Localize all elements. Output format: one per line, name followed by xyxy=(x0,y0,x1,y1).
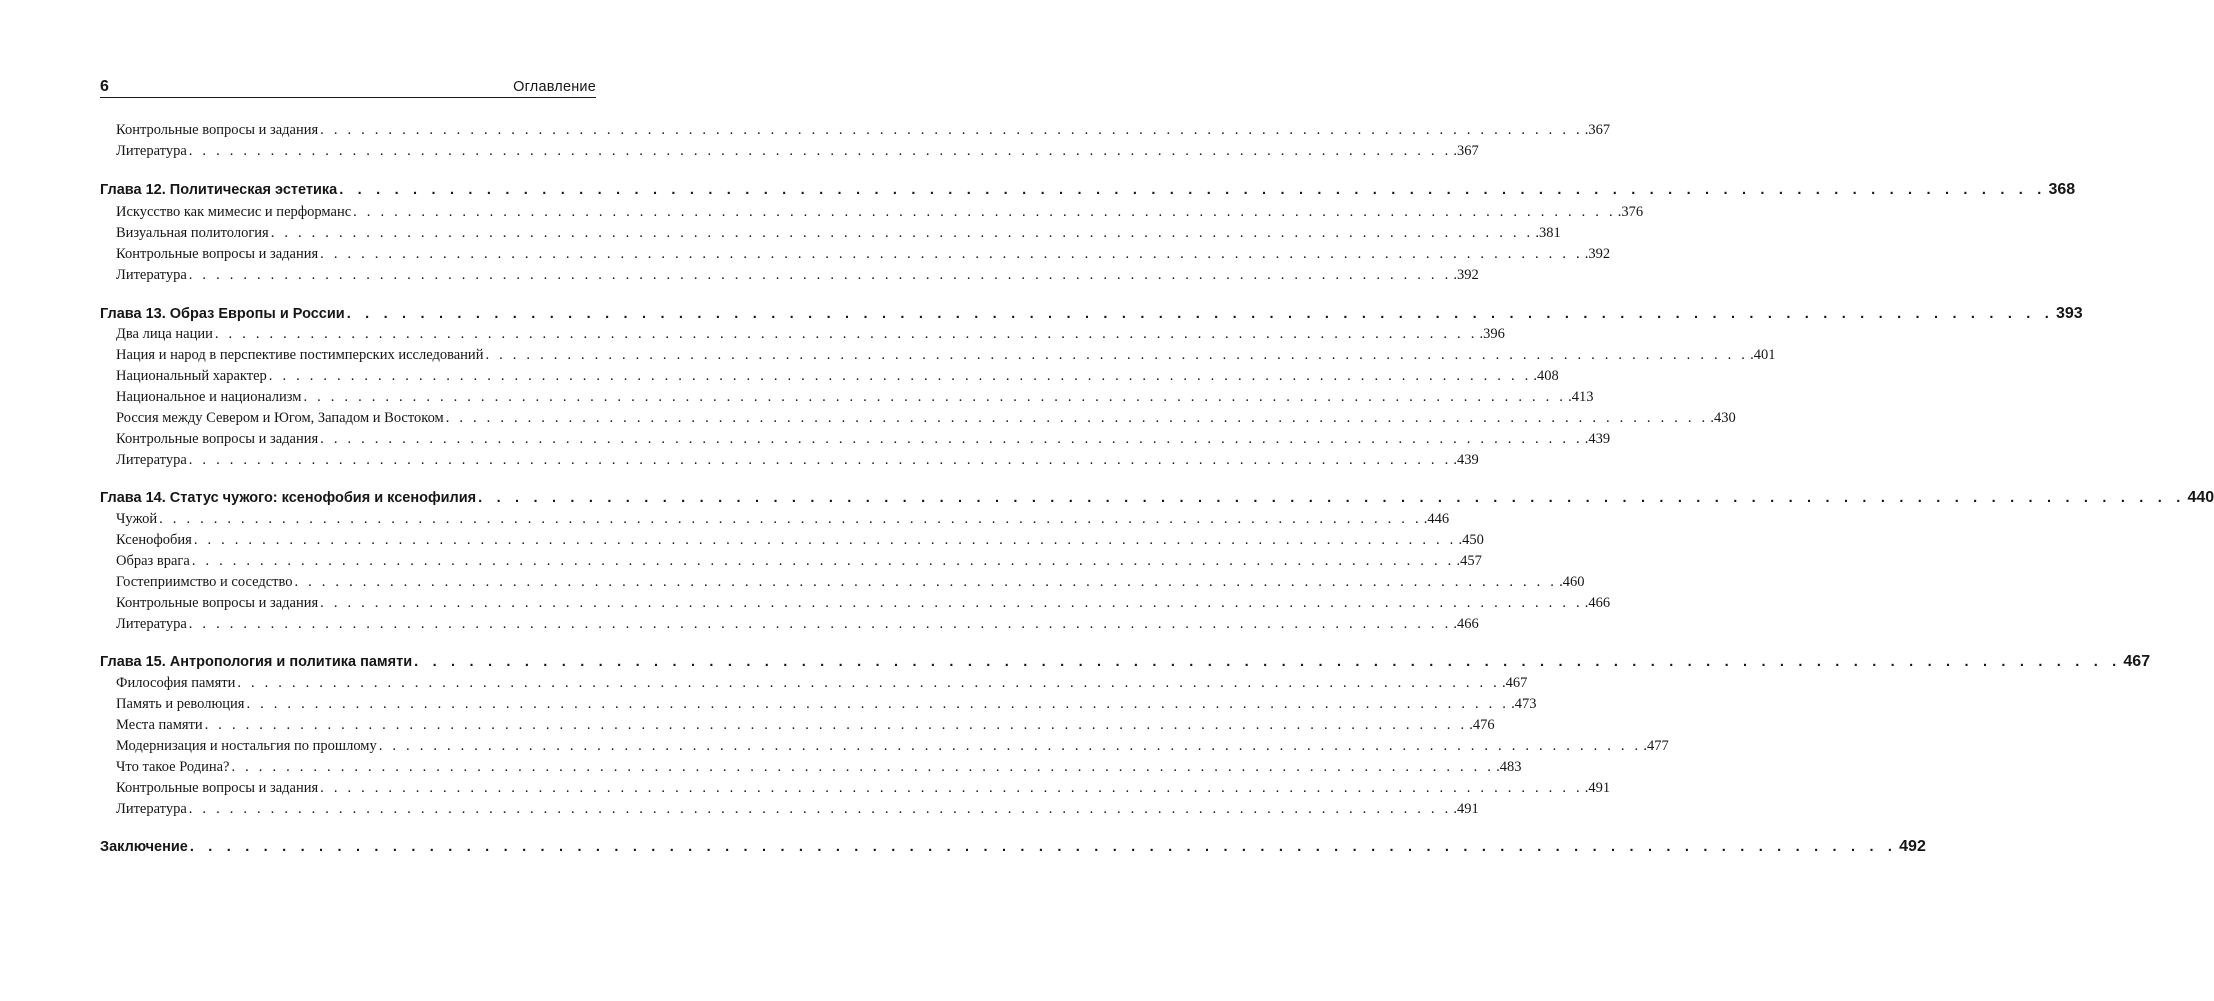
toc-entry xyxy=(116,694,1537,715)
toc-chapter-title: Заключение xyxy=(100,839,188,855)
toc-entry xyxy=(116,673,1528,694)
toc-leader-dots: . . . . . . . . . . . . . . . . . . . . . . . . . . . . . . . . . . . . . . . . . . . . . . . . . . . . . . . . . . . . . . . . . . . . . . . . . . . . . . . . . . . . . . . . . . . . . xyxy=(246,696,1510,712)
toc-leader-dots: . . . . . . . . . . . . . . . . . . . . . . . . . . . . . . . . . . . . . . . . . . . . . . . . . . . . . . . . . . . . . . . . . . . . . . . . . . . . . . . . . . . . . . . . . . . . . xyxy=(189,839,1898,855)
toc-entry-page: .473 xyxy=(1511,696,1537,712)
toc-entry xyxy=(116,509,1450,530)
toc-leader-dots: . . . . . . . . . . . . . . . . . . . . . . . . . . . . . . . . . . . . . . . . . . . . . . . . . . . . . . . . . . . . . . . . . . . . . . . . . . . . . . . . . . . . . . . . . . . . . xyxy=(320,246,1583,262)
toc-chapter xyxy=(100,487,2214,509)
toc-leader-dots: . . . . . . . . . . . . . . . . . . . . . . . . . . . . . . . . . . . . . . . . . . . . . . . . . . . . . . . . . . . . . . . . . . . . . . . . . . . . . . . . . . . . . . . . . . . . . xyxy=(270,225,1534,241)
toc-leader-dots: . . . . . . . . . . . . . . . . . . . . . . . . . . . . . . . . . . . . . . . . . . . . . . . . . . . . . . . . . . . . . . . . . . . . . . . . . . . . . . . . . . . . . . . . . . . . . xyxy=(320,431,1583,447)
toc-entry-title: Философия памяти xyxy=(116,675,236,691)
toc-leader-dots: . . . . . . . . . . . . . . . . . . . . . . . . . . . . . . . . . . . . . . . . . . . . . . . . . . . . . . . . . . . . . . . . . . . . . . . . . . . . . . . . . . . . . . . . . . . . . xyxy=(191,553,1455,569)
toc-entry-title: Что такое Родина? xyxy=(116,759,230,775)
toc-entry-page: .392 xyxy=(1453,267,1479,283)
toc-entry-title: Гостеприимство и соседство xyxy=(116,574,293,590)
toc-entry xyxy=(116,530,1484,551)
toc-entry-title: Места памяти xyxy=(116,717,203,733)
toc-leader-dots: . . . . . . . . . . . . . . . . . . . . . . . . . . . . . . . . . . . . . . . . . . . . . . . . . . . . . . . . . . . . . . . . . . . . . . . . . . . . . . . . . . . . . . . . . . . . . xyxy=(445,410,1709,426)
toc-leader-dots: . . . . . . . . . . . . . . . . . . . . . . . . . . . . . . . . . . . . . . . . . . . . . . . . . . . . . . . . . . . . . . . . . . . . . . . . . . . . . . . . . . . . . . . . . . . . . xyxy=(188,267,1452,283)
toc-leader-dots: . . . . . . . . . . . . . . . . . . . . . . . . . . . . . . . . . . . . . . . . . . . . . . . . . . . . . . . . . . . . . . . . . . . . . . . . . . . . . . . . . . . . . . . . . . . . . xyxy=(303,389,1567,405)
toc-entry-page: .367 xyxy=(1453,143,1479,159)
toc-leader-dots: . . . . . . . . . . . . . . . . . . . . . . . . . . . . . . . . . . . . . . . . . . . . . . . . . . . . . . . . . . . . . . . . . . . . . . . . . . . . . . . . . . . . . . . . . . . . . xyxy=(159,511,1422,527)
toc-entry-title: Литература xyxy=(116,143,187,159)
toc-leader-dots: . . . . . . . . . . . . . . . . . . . . . . . . . . . . . . . . . . . . . . . . . . . . . . . . . . . . . . . . . . . . . . . . . . . . . . . . . . . . . . . . . . . . . . . . . . . . . xyxy=(204,717,1468,733)
toc-entry-page: .396 xyxy=(1479,326,1505,342)
toc-entry-title: Россия между Севером и Югом, Западом и Востоком xyxy=(116,410,444,426)
toc-leader-dots: . . . . . . . . . . . . . . . . . . . . . . . . . . . . . . . . . . . . . . . . . . . . . . . . . . . . . . . . . . . . . . . . . . . . . . . . . . . . . . . . . . . . . . . . . . . . . xyxy=(268,368,1532,384)
toc-entry-title: Чужой xyxy=(116,511,158,527)
toc-leader-dots: . . . . . . . . . . . . . . . . . . . . . . . . . . . . . . . . . . . . . . . . . . . . . . . . . . . . . . . . . . . . . . . . . . . . . . . . . . . . . . . . . . . . . . . . . . . . . xyxy=(231,759,1495,775)
toc-entry-page: .467 xyxy=(1501,675,1528,691)
toc-entry-page: .381 xyxy=(1535,225,1561,241)
toc-chapter xyxy=(100,651,2151,673)
toc-leader-dots: . . . . . . . . . . . . . . . . . . . . . . . . . . . . . . . . . . . . . . . . . . . . . . . . . . . . . . . . . . . . . . . . . . . . . . . . . . . . . . . . . . . . . . . . . . . . . xyxy=(320,122,1583,138)
toc-entry-page: .476 xyxy=(1469,717,1495,733)
toc-entry xyxy=(116,120,1611,141)
toc-entry-title: Литература xyxy=(116,267,187,283)
toc-entry-title: Контрольные вопросы и задания xyxy=(116,780,319,796)
toc-leader-dots: . . . . . . . . . . . . . . . . . . . . . . . . . . . . . . . . . . . . . . . . . . . . . . . . . . . . . . . . . . . . . . . . . . . . . . . . . . . . . . . . . . . . . . . . . . . . . xyxy=(294,574,1558,590)
toc-entry-page: .457 xyxy=(1456,553,1482,569)
toc-leader-dots: . . . . . . . . . . . . . . . . . . . . . . . . . . . . . . . . . . . . . . . . . . . . . . . . . . . . . . . . . . . . . . . . . . . . . . . . . . . . . . . . . . . . . . . . . . . . . xyxy=(320,595,1583,611)
toc-chapter xyxy=(100,836,1926,858)
toc-entry xyxy=(116,593,1611,614)
toc-entry xyxy=(116,408,1736,429)
toc-leader-dots: . . . . . . . . . . . . . . . . . . . . . . . . . . . . . . . . . . . . . . . . . . . . . . . . . . . . . . . . . . . . . . . . . . . . . . . . . . . . . . . . . . . . . . . . . . . . . xyxy=(214,326,1478,342)
toc-entry-page: .439 xyxy=(1584,431,1611,447)
toc-entry xyxy=(116,450,1479,471)
toc-entry xyxy=(116,244,1611,265)
section-title: Оглавление xyxy=(513,79,596,95)
toc-entry-page: .408 xyxy=(1533,368,1559,384)
toc-entry-title: Память и революция xyxy=(116,696,245,712)
toc-chapter-title: Глава 14. Статус чужого: ксенофобия и ксенофилия xyxy=(100,490,477,506)
toc-leader-dots: . . . . . . . . . . . . . . . . . . . . . . . . . . . . . . . . . . . . . . . . . . . . . . . . . . . . . . . . . . . . . . . . . . . . . . . . . . . . . . . . . . . . . . . . . . . . . xyxy=(193,532,1457,548)
toc-leader-dots: . . . . . . . . . . . . . . . . . . . . . . . . . . . . . . . . . . . . . . . . . . . . . . . . . . . . . . . . . . . . . . . . . . . . . . . . . . . . . . . . . . . . . . . . . . . . . xyxy=(188,801,1452,817)
toc-entry-page: .376 xyxy=(1617,204,1644,220)
toc-entry-title: Контрольные вопросы и задания xyxy=(116,595,319,611)
toc-entry xyxy=(116,551,1482,572)
toc-leader-dots: . . . . . . . . . . . . . . . . . . . . . . . . . . . . . . . . . . . . . . . . . . . . . . . . . . . . . . . . . . . . . . . . . . . . . . . . . . . . . . . . . . . . . . . . . . . . . xyxy=(339,182,2047,198)
toc-entry-title: Искусство как мимесис и перформанс xyxy=(116,204,352,220)
toc-leader-dots: . . . . . . . . . . . . . . . . . . . . . . . . . . . . . . . . . . . . . . . . . . . . . . . . . . . . . . . . . . . . . . . . . . . . . . . . . . . . . . . . . . . . . . . . . . . . . xyxy=(188,143,1452,159)
toc-entry-title: Литература xyxy=(116,616,187,632)
toc-chapter-page: 393 xyxy=(2055,305,2083,322)
toc-entry-page: .483 xyxy=(1496,759,1522,775)
toc-entry xyxy=(116,799,1479,820)
toc-entry xyxy=(116,572,1585,593)
toc-chapter-title: Глава 15. Антропология и политика памяти xyxy=(100,654,413,670)
toc-leader-dots: . . . . . . . . . . . . . . . . . . . . . . . . . . . . . . . . . . . . . . . . . . . . . . . . . . . . . . . . . . . . . . . . . . . . . . . . . . . . . . . . . . . . . . . . . . . . . xyxy=(237,675,1500,691)
toc-leader-dots: . . . . . . . . . . . . . . . . . . . . . . . . . . . . . . . . . . . . . . . . . . . . . . . . . . . . . . . . . . . . . . . . . . . . . . . . . . . . . . . . . . . . . . . . . . . . . xyxy=(478,490,2186,506)
toc-entry-page: .430 xyxy=(1710,410,1736,426)
toc-entry-page: .392 xyxy=(1584,246,1611,262)
toc-chapter-page: 492 xyxy=(1899,838,1926,855)
toc-leader-dots: . . . . . . . . . . . . . . . . . . . . . . . . . . . . . . . . . . . . . . . . . . . . . . . . . . . . . . . . . . . . . . . . . . . . . . . . . . . . . . . . . . . . . . . . . . . . . xyxy=(414,654,2122,670)
toc-entry xyxy=(116,141,1479,162)
toc-entry xyxy=(116,265,1479,286)
toc-entry-page: .477 xyxy=(1643,738,1669,754)
toc-entry-page: .446 xyxy=(1423,511,1450,527)
toc-entry xyxy=(116,202,1644,223)
toc-leader-dots: . . . . . . . . . . . . . . . . . . . . . . . . . . . . . . . . . . . . . . . . . . . . . . . . . . . . . . . . . . . . . . . . . . . . . . . . . . . . . . . . . . . . . . . . . . . . . xyxy=(353,204,1616,220)
toc-leader-dots: . . . . . . . . . . . . . . . . . . . . . . . . . . . . . . . . . . . . . . . . . . . . . . . . . . . . . . . . . . . . . . . . . . . . . . . . . . . . . . . . . . . . . . . . . . . . . xyxy=(320,780,1583,796)
toc-leader-dots: . . . . . . . . . . . . . . . . . . . . . . . . . . . . . . . . . . . . . . . . . . . . . . . . . . . . . . . . . . . . . . . . . . . . . . . . . . . . . . . . . . . . . . . . . . . . . xyxy=(188,452,1452,468)
toc-entry-page: .466 xyxy=(1584,595,1611,611)
toc-leader-dots: . . . . . . . . . . . . . . . . . . . . . . . . . . . . . . . . . . . . . . . . . . . . . . . . . . . . . . . . . . . . . . . . . . . . . . . . . . . . . . . . . . . . . . . . . . . . . xyxy=(188,616,1452,632)
toc-entry xyxy=(116,715,1495,736)
toc-entry-title: Образ врага xyxy=(116,553,190,569)
toc-leader-dots: . . . . . . . . . . . . . . . . . . . . . . . . . . . . . . . . . . . . . . . . . . . . . . . . . . . . . . . . . . . . . . . . . . . . . . . . . . . . . . . . . . . . . . . . . . . . . xyxy=(378,738,1642,754)
toc-entry-title: Национальное и национализм xyxy=(116,389,302,405)
toc-entry xyxy=(116,366,1559,387)
toc-entry xyxy=(116,736,1669,757)
toc-chapter-title: Глава 12. Политическая эстетика xyxy=(100,182,338,198)
toc-chapter-page: 440 xyxy=(2187,489,2214,506)
toc-entry xyxy=(116,345,1776,366)
toc-entry-page: .450 xyxy=(1458,532,1484,548)
toc-chapter xyxy=(100,179,2076,201)
toc-entry-page: .491 xyxy=(1453,801,1479,817)
toc-entry-page: .439 xyxy=(1453,452,1479,468)
toc-entry xyxy=(116,757,1522,778)
toc-entry-page: .367 xyxy=(1584,122,1611,138)
page-number: 6 xyxy=(100,78,109,95)
toc-entry xyxy=(116,223,1561,244)
toc-entry-page: .413 xyxy=(1568,389,1594,405)
toc-entry-title: Литература xyxy=(116,452,187,468)
toc-chapter-page: 368 xyxy=(2048,181,2076,198)
toc-entry-title: Ксенофобия xyxy=(116,532,192,548)
toc-chapter xyxy=(100,303,2083,325)
toc-entry-title: Контрольные вопросы и задания xyxy=(116,246,319,262)
toc-entry-title: Два лица нации xyxy=(116,326,213,342)
toc-entry xyxy=(116,429,1611,450)
toc-entry xyxy=(116,387,1594,408)
toc-entry-page: .401 xyxy=(1750,347,1776,363)
toc-entry-page: .466 xyxy=(1453,616,1479,632)
toc-entry-title: Национальный характер xyxy=(116,368,267,384)
toc-entry-title: Контрольные вопросы и задания xyxy=(116,431,319,447)
toc-entry xyxy=(116,614,1479,635)
toc-entry-title: Визуальная политология xyxy=(116,225,269,241)
toc-entry-title: Контрольные вопросы и задания xyxy=(116,122,319,138)
toc-entry-page: .491 xyxy=(1584,780,1611,796)
toc-entry-title: Модернизация и ностальгия по прошлому xyxy=(116,738,377,754)
toc-leader-dots: . . . . . . . . . . . . . . . . . . . . . . . . . . . . . . . . . . . . . . . . . . . . . . . . . . . . . . . . . . . . . . . . . . . . . . . . . . . . . . . . . . . . . . . . . . . . . xyxy=(485,347,1749,363)
running-head xyxy=(100,75,596,98)
toc-entry xyxy=(116,324,1505,345)
toc-chapter-title: Глава 13. Образ Европы и России xyxy=(100,306,345,322)
toc-entry-title: Нация и народ в перспективе постимперских исследований xyxy=(116,347,484,363)
toc-entry-page: .460 xyxy=(1559,574,1585,590)
toc-entry-title: Литература xyxy=(116,801,187,817)
toc-chapter-page: 467 xyxy=(2123,653,2151,670)
toc-entry xyxy=(116,778,1611,799)
toc-leader-dots: . . . . . . . . . . . . . . . . . . . . . . . . . . . . . . . . . . . . . . . . . . . . . . . . . . . . . . . . . . . . . . . . . . . . . . . . . . . . . . . . . . . . . . . . . . . . . xyxy=(346,306,2054,322)
